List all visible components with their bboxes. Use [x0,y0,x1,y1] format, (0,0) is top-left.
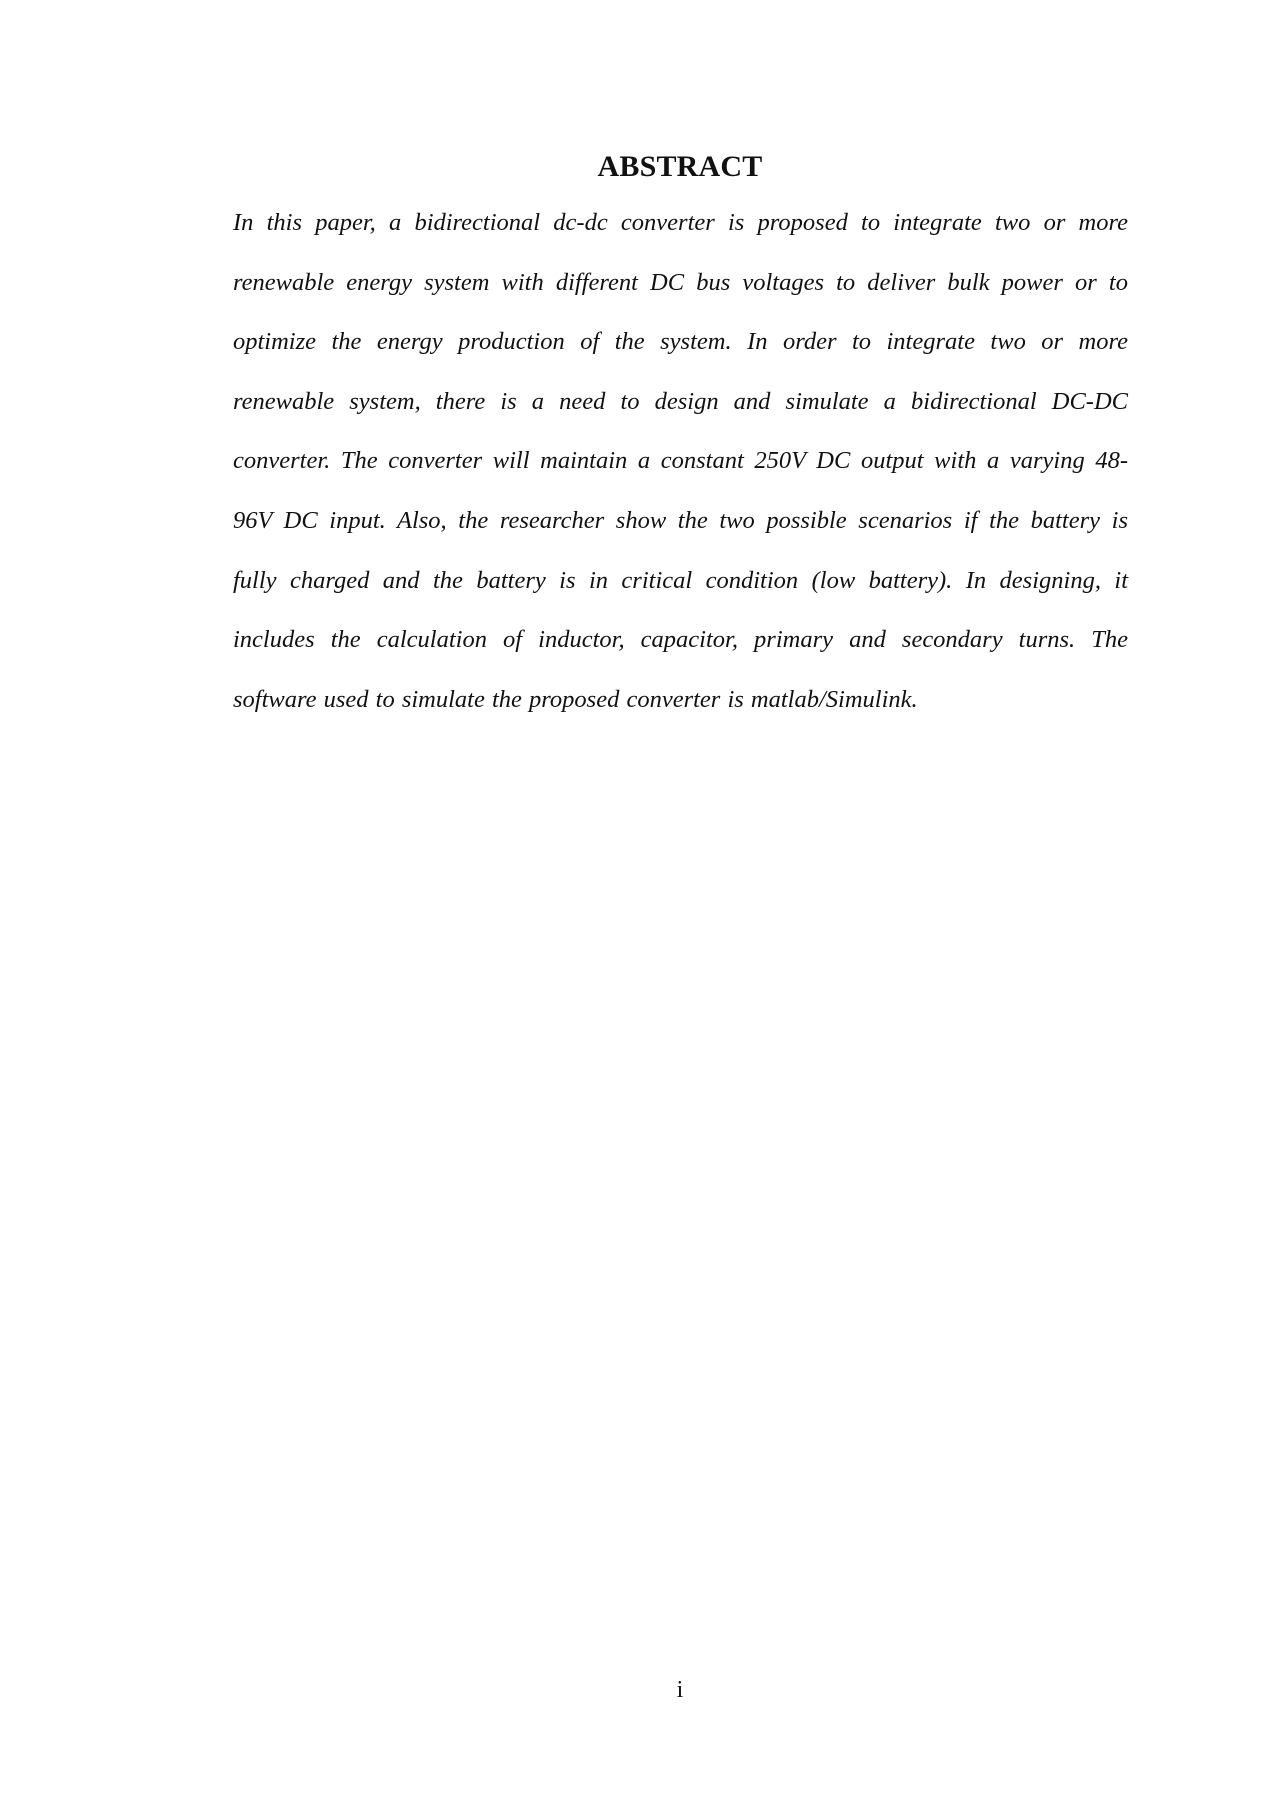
abstract-line-9: software used to simulate the proposed converter is matlab/Simulink. [233,685,918,713]
abstract-line-3: optimize the energy production of the system. In order to integrate two or more [233,328,1128,356]
abstract-line-6: 96V DC input. Also, the researcher show the two possible scenarios if the battery is [233,506,1128,534]
abstract-line-2: renewable energy system with different DC bus voltages to deliver bulk power or to [233,268,1128,296]
abstract-body [233,203,1128,739]
abstract-line-7: fully charged and the battery is in critical condition (low battery). In designing, it [233,566,1128,594]
abstract-line-1: In this paper, a bidirectional dc-dc converter is proposed to integrate two or more [233,209,1128,236]
page-number: i [676,1677,684,1703]
abstract-line-8: includes the calculation of inductor, capacitor, primary and secondary turns. The [233,626,1128,654]
abstract-heading: ABSTRACT [597,150,763,183]
abstract-line-5: converter. The converter will maintain a constant 250V DC output with a varying 48- [233,447,1128,475]
abstract-line-4: renewable system, there is a need to design and simulate a bidirectional DC-DC [233,387,1128,415]
